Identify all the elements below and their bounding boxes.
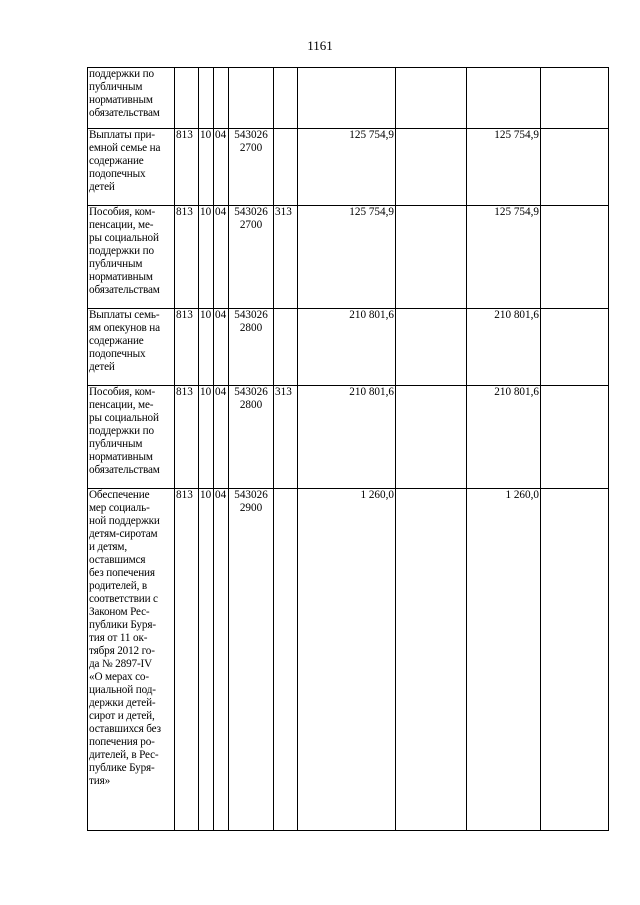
target-article-line: 2800 xyxy=(239,399,263,411)
expense-type-cell xyxy=(274,68,298,129)
row-name-line: публике Буря- xyxy=(89,762,155,774)
amount-cell xyxy=(396,309,467,386)
row-name-line: обязательствам xyxy=(89,107,160,119)
row-name-line: Пособия, ком- xyxy=(89,206,156,218)
table-row xyxy=(88,489,609,831)
row-name-line: ной поддержки xyxy=(89,515,160,527)
expense-type-cell xyxy=(274,129,298,206)
subsection-cell: 04 xyxy=(214,386,229,489)
amount-own-cell: 210 801,6 xyxy=(467,309,541,386)
row-name-line: емной семье на xyxy=(89,142,161,154)
grbs-cell: 813 xyxy=(175,206,199,309)
section-cell: 10 xyxy=(199,309,214,386)
amount-extra-cell xyxy=(541,386,609,489)
target-article-cell xyxy=(229,309,274,386)
row-name-line: обязательствам xyxy=(89,284,160,296)
target-article-line: 2800 xyxy=(239,322,263,334)
row-name-line: Выплаты при- xyxy=(89,129,155,141)
row-name-line: Пособия, ком- xyxy=(89,386,156,398)
grbs-cell: 813 xyxy=(175,309,199,386)
row-name-line: циальной под- xyxy=(89,684,156,696)
row-name-line: да № 2897-IV xyxy=(89,658,153,670)
row-name-line: Выплаты семь- xyxy=(89,309,160,321)
section-cell: 10 xyxy=(199,129,214,206)
row-name-line: дителей, в Рес- xyxy=(89,749,159,761)
row-name-line: тября 2012 го- xyxy=(89,645,155,657)
grbs-cell: 813 xyxy=(175,129,199,206)
row-name-line: публики Буря- xyxy=(89,619,156,631)
row-name-cell xyxy=(88,489,175,831)
table-row xyxy=(88,386,609,489)
row-name-line: поддержки по xyxy=(89,425,154,437)
table-row xyxy=(88,309,609,386)
amount-extra-cell xyxy=(541,489,609,831)
row-name-line: детей xyxy=(89,361,115,373)
amount-extra-cell xyxy=(541,129,609,206)
table-row xyxy=(88,129,609,206)
budget-table-body xyxy=(88,68,609,831)
row-name-line: ры социальной xyxy=(89,412,159,424)
target-article-cell xyxy=(229,489,274,831)
amount-total-cell: 125 754,9 xyxy=(298,206,396,309)
amount-extra-cell xyxy=(541,206,609,309)
row-name-line: и детям, xyxy=(89,541,128,553)
row-name-line: подопечных xyxy=(89,348,146,360)
row-name-line: обязательствам xyxy=(89,464,160,476)
grbs-cell: 813 xyxy=(175,386,199,489)
amount-total-cell: 125 754,9 xyxy=(298,129,396,206)
row-name-line: содержание xyxy=(89,335,144,347)
amount-total-cell: 1 260,0 xyxy=(298,489,396,831)
row-name-line: пенсации, ме- xyxy=(89,399,154,411)
amount-total-cell xyxy=(298,68,396,129)
row-name-line: попечения ро- xyxy=(89,736,155,748)
page-number: 1161 xyxy=(307,38,333,53)
row-name-line: мер социаль- xyxy=(89,502,150,514)
target-article-line: 543026 xyxy=(234,206,268,218)
target-article-line: 543026 xyxy=(234,489,268,501)
row-name-line: тия» xyxy=(89,775,111,787)
row-name-line: поддержки по xyxy=(89,245,154,257)
amount-total-cell: 210 801,6 xyxy=(298,309,396,386)
target-article-line: 2700 xyxy=(239,142,263,154)
row-name-cell xyxy=(88,386,175,489)
amount-cell xyxy=(396,386,467,489)
row-name-line: без попечения xyxy=(89,567,155,579)
amount-own-cell: 210 801,6 xyxy=(467,386,541,489)
amount-cell xyxy=(396,206,467,309)
row-name-line: тия от 11 ок- xyxy=(89,632,148,644)
target-article-line: 2900 xyxy=(239,502,263,514)
row-name-line: родителей, в xyxy=(89,580,148,592)
row-name-line: публичным xyxy=(89,258,143,270)
expense-type-cell xyxy=(274,489,298,831)
row-name-line: держки детей- xyxy=(89,697,156,709)
amount-extra-cell xyxy=(541,309,609,386)
amount-own-cell: 125 754,9 xyxy=(467,129,541,206)
amount-extra-cell xyxy=(541,68,609,129)
row-name-line: ры социальной xyxy=(89,232,159,244)
row-name-cell xyxy=(88,309,175,386)
row-name-line: нормативным xyxy=(89,271,153,283)
target-article-cell xyxy=(229,68,274,129)
target-article-line: 2700 xyxy=(239,219,263,231)
row-name-line: содержание xyxy=(89,155,144,167)
section-cell: 10 xyxy=(199,386,214,489)
row-name-line: «О мерах со- xyxy=(89,671,149,683)
target-article-cell xyxy=(229,386,274,489)
expense-type-cell xyxy=(274,309,298,386)
target-article-cell xyxy=(229,129,274,206)
target-article-line: 543026 xyxy=(234,129,268,141)
row-name-line: публичным xyxy=(89,81,143,93)
target-article-line: 543026 xyxy=(234,386,268,398)
grbs-cell: 813 xyxy=(175,489,199,831)
expense-type-cell: 313 xyxy=(274,386,298,489)
row-name-line: пенсации, ме- xyxy=(89,219,154,231)
row-name-line: Законом Рес- xyxy=(89,606,150,618)
amount-cell xyxy=(396,129,467,206)
row-name-line: подопечных xyxy=(89,168,146,180)
amount-cell xyxy=(396,489,467,831)
section-cell: 10 xyxy=(199,206,214,309)
budget-table xyxy=(87,67,609,831)
row-name-line: нормативным xyxy=(89,451,153,463)
amount-own-cell: 125 754,9 xyxy=(467,206,541,309)
amount-total-cell: 210 801,6 xyxy=(298,386,396,489)
row-name-line: соответствии с xyxy=(89,593,158,605)
target-article-line: 543026 xyxy=(234,309,268,321)
subsection-cell: 04 xyxy=(214,489,229,831)
grbs-cell xyxy=(175,68,199,129)
row-name-cell xyxy=(88,206,175,309)
row-name-line: оставшимся xyxy=(89,554,146,566)
expense-type-cell: 313 xyxy=(274,206,298,309)
row-name-line: детям-сиротам xyxy=(89,528,158,540)
row-name-line: нормативным xyxy=(89,94,153,106)
subsection-cell xyxy=(214,68,229,129)
section-cell xyxy=(199,68,214,129)
row-name-line: детей xyxy=(89,181,115,193)
amount-cell xyxy=(396,68,467,129)
row-name-line: ям опекунов на xyxy=(89,322,160,334)
subsection-cell: 04 xyxy=(214,206,229,309)
section-cell: 10 xyxy=(199,489,214,831)
subsection-cell: 04 xyxy=(214,129,229,206)
row-name-line: оставшихся без xyxy=(89,723,161,735)
row-name-cell xyxy=(88,68,175,129)
amount-own-cell: 1 260,0 xyxy=(467,489,541,831)
row-name-line: поддержки по xyxy=(89,68,154,80)
target-article-cell xyxy=(229,206,274,309)
table-row xyxy=(88,68,609,129)
row-name-line: сирот и детей, xyxy=(89,710,155,722)
row-name-line: публичным xyxy=(89,438,143,450)
amount-own-cell xyxy=(467,68,541,129)
row-name-cell xyxy=(88,129,175,206)
row-name-line: Обеспечение xyxy=(89,489,150,501)
subsection-cell: 04 xyxy=(214,309,229,386)
table-row xyxy=(88,206,609,309)
